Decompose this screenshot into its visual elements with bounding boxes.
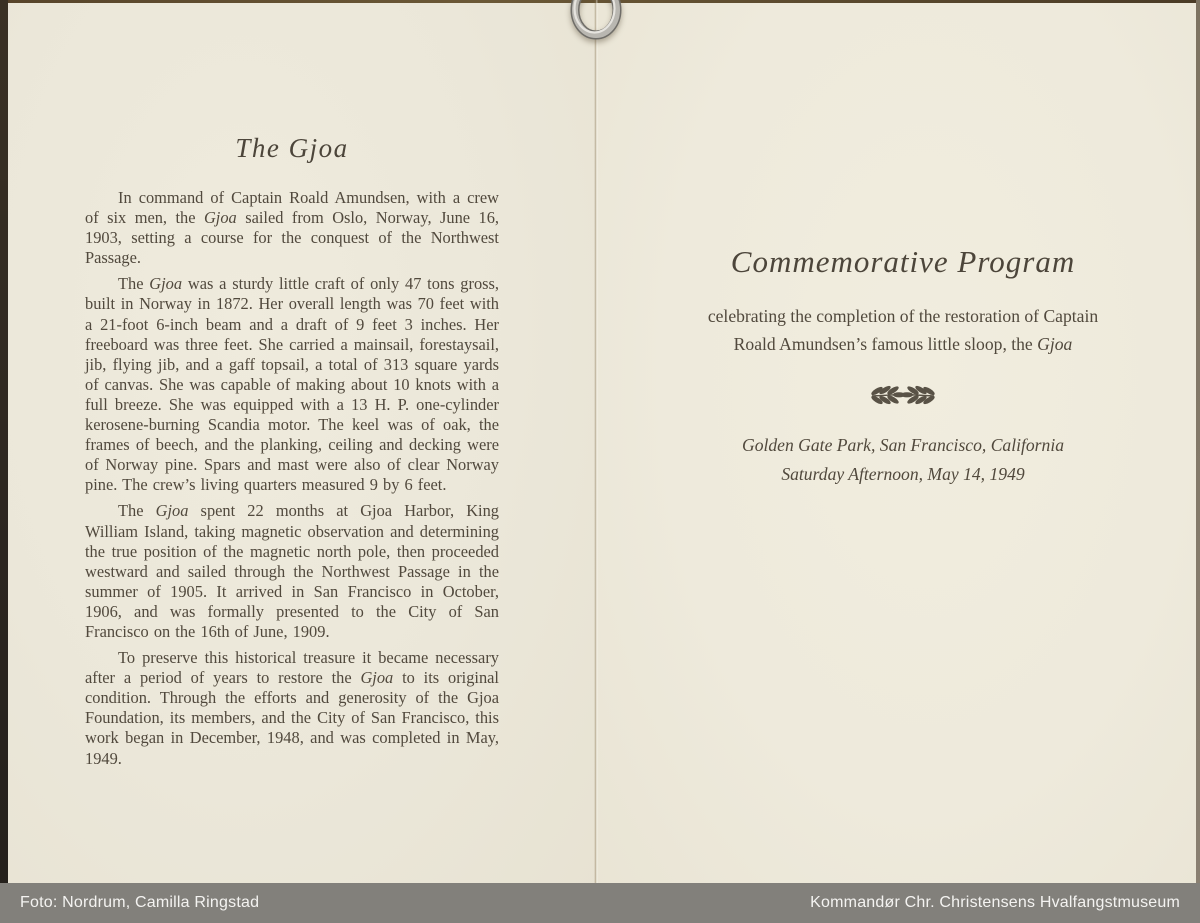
left-page-text-column <box>85 133 499 769</box>
center-fold <box>594 0 598 920</box>
paragraph: In command of Captain Roald Amundsen, with a crew of six men, the Gjoa sailed from Oslo, Norway, June 16, 1903, setting a course for the conquest of the Northwest Passage. <box>85 188 499 268</box>
venue-datetime: Saturday Afternoon, May 14, 1949 <box>781 464 1025 484</box>
page-title: The Gjoa <box>235 133 349 163</box>
paragraph: To preserve this historical treasure it became necessary after a period of years to restore the Gjoa to its original condition. Through the efforts and generosity of the Gjoa Foundation, its members, and the City of San Francisco, this work began in December, 1948, and was completed in May, 1949. <box>85 648 499 768</box>
program-title: Commemorative Program <box>730 244 1076 279</box>
program-subtitle-line: celebrating the completion of the restoration of Captain <box>707 306 1099 326</box>
scan-edge-left <box>0 0 8 923</box>
scan-edge-right <box>1196 0 1200 923</box>
left-sprig <box>871 385 905 405</box>
museum-credit: Kommandør Chr. Christensens Hvalfangstmuseum <box>810 894 1180 911</box>
program-subtitle-line: Roald Amundsen’s famous little sloop, the Gjoa <box>733 334 1073 354</box>
paragraph: The Gjoa spent 22 months at Gjoa Harbor, King William Island, taking magnetic observation and determining the true position of the magnetic north pole, then proceeded westward and sailed through the Northwest Passage in the summer of 1905. It arrived in San Francisco in October, 1906, and was formally presented to the City of San Francisco on the 16th of June, 1909. <box>85 501 499 641</box>
credit-bar <box>0 883 1200 923</box>
right-page-text-column <box>660 244 1146 489</box>
venue-location: Golden Gate Park, San Francisco, California <box>741 435 1065 455</box>
paragraph: The Gjoa was a sturdy little craft of only 47 tons gross, built in Norway in 1872. Her overall length was 70 feet with a 21-foot 6-inch beam and a draft of 9 feet 3 inches. Her freeboard was three feet. She carried a mainsail, forestaysail, jib, flying jib, and a gaff topsail, a total of 313 square yards of canvas. She was capable of making about 10 knots with a full breeze. She was equipped with a 13 H. P. one-cylinder kerosene-burning Scandia motor. The keel was of oak, the frames of beech, and the planking, ceiling and decking were of Norway pine. Spars and mast were also of clear Norway pine. The crew’s living quarters measured 9 by 6 feet. <box>85 274 499 495</box>
binder-ring <box>568 0 624 58</box>
laurel-sprigs-icon <box>870 382 936 408</box>
photo-credit: Foto: Nordrum, Camilla Ringstad <box>20 894 260 911</box>
right-sprig <box>902 385 936 405</box>
